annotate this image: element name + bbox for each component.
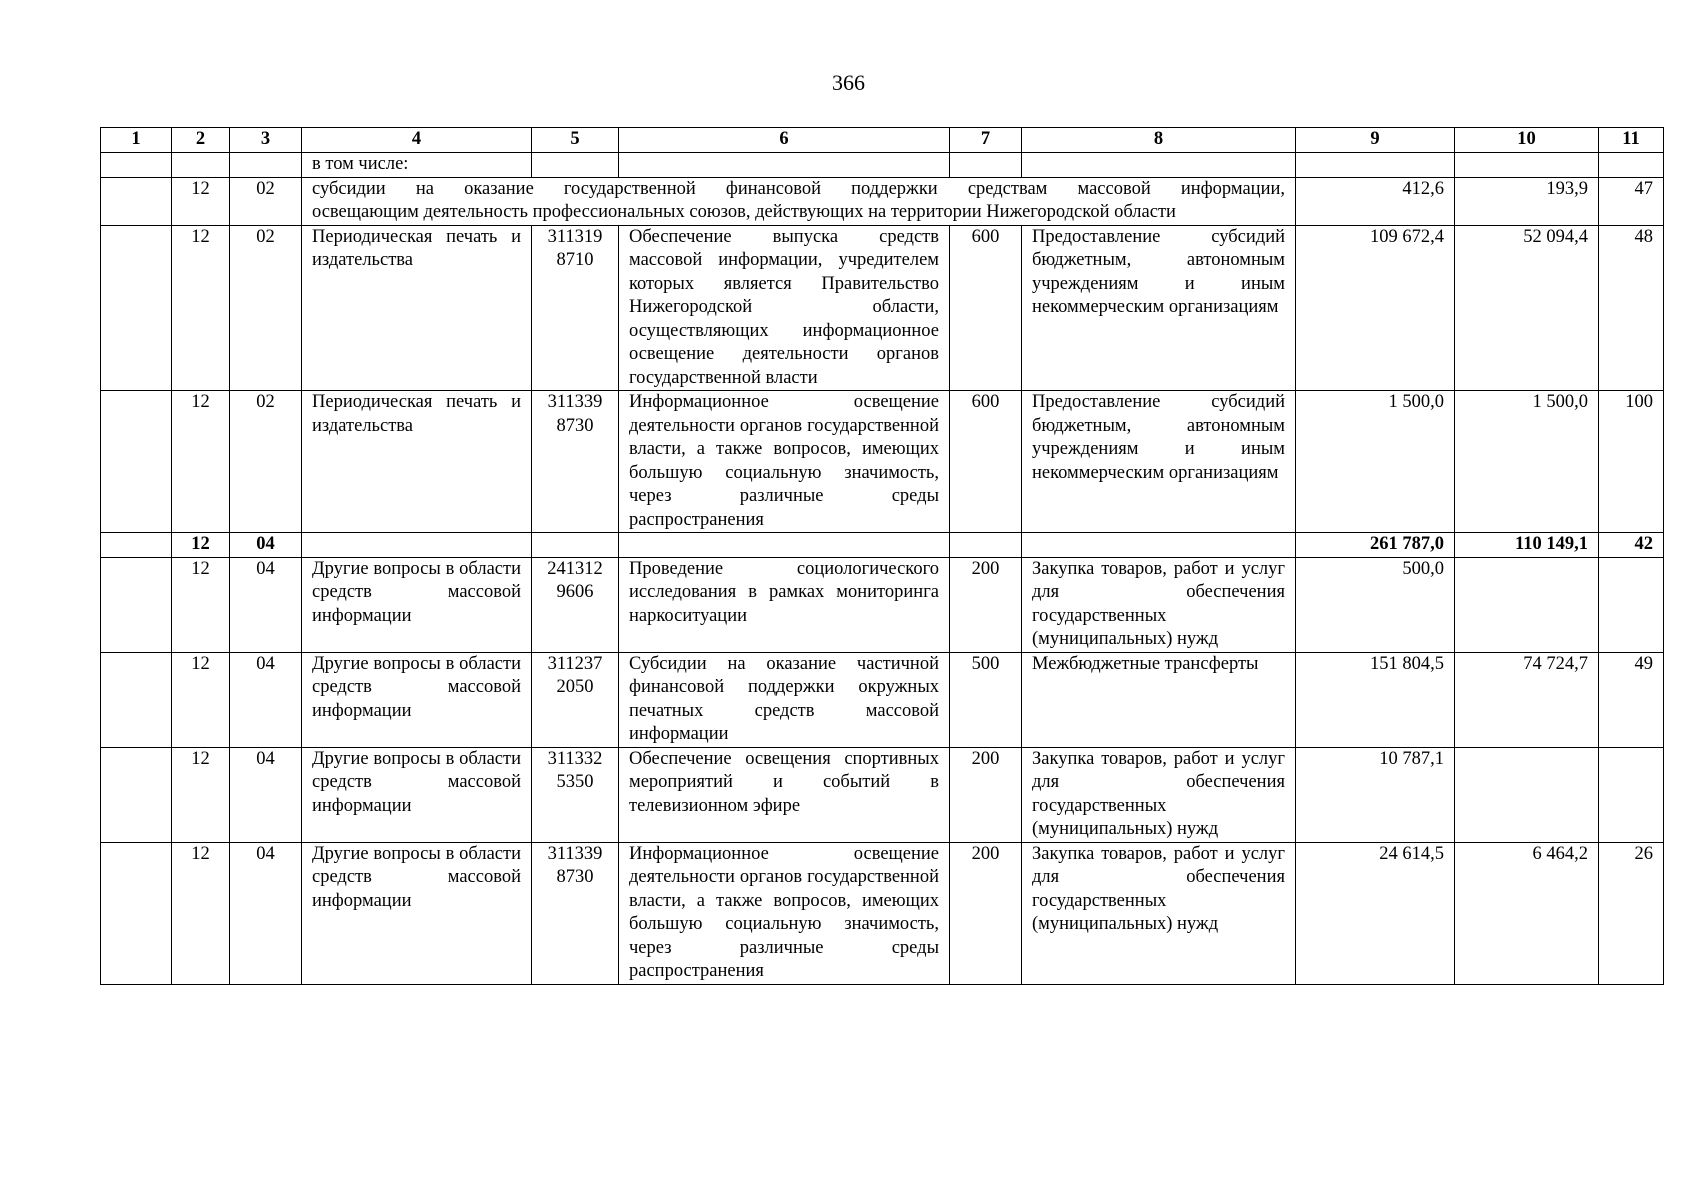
percent: 100 [1599, 391, 1664, 533]
section-code: 12 [172, 177, 230, 225]
header-col-8: 8 [1022, 128, 1296, 153]
total-percent: 42 [1599, 533, 1664, 558]
section-code: 12 [172, 747, 230, 842]
target-article-name: Субсидии на оказание частичной финансовой поддержки окружных печатных средств массовой информации [619, 652, 950, 747]
expense-type-name: Закупка товаров, работ и услуг для обеспечения государственных (муниципальных) нужд [1022, 557, 1296, 652]
amount-plan: 151 804,5 [1296, 652, 1455, 747]
total-actual: 110 149,1 [1455, 533, 1599, 558]
expense-type-name: Предоставление субсидий бюджетным, автономным учреждениям и иным некоммерческим организациям [1022, 391, 1296, 533]
target-article-code: 311332 5350 [532, 747, 619, 842]
header-col-1: 1 [101, 128, 172, 153]
target-article-name: Обеспечение выпуска средств массовой информации, учредителем которых является Правительство Нижегородской области, осуществляющих информационное освещение деятельности органов государственной власти [619, 225, 950, 391]
subsection-code: 04 [230, 557, 302, 652]
subsection-name: Другие вопросы в области средств массовой информации [302, 842, 532, 984]
subsection-name: Другие вопросы в области средств массовой информации [302, 652, 532, 747]
subsection-name: Другие вопросы в области средств массовой информации [302, 747, 532, 842]
table-row [101, 747, 1664, 842]
subsection-code: 04 [230, 747, 302, 842]
expense-type-name: Межбюджетные трансферты [1022, 652, 1296, 747]
percent [1599, 747, 1664, 842]
subsidy-row [101, 177, 1664, 225]
subsection-code: 04 [230, 533, 302, 558]
header-col-6: 6 [619, 128, 950, 153]
subsection-code: 02 [230, 177, 302, 225]
budget-table [100, 127, 1664, 985]
percent: 26 [1599, 842, 1664, 984]
percent: 47 [1599, 177, 1664, 225]
percent [1599, 557, 1664, 652]
amount-actual: 193,9 [1455, 177, 1599, 225]
target-article-name: Обеспечение освещения спортивных мероприятий и событий в телевизионном эфире [619, 747, 950, 842]
amount-plan: 10 787,1 [1296, 747, 1455, 842]
expense-type-name: Закупка товаров, работ и услуг для обеспечения государственных (муниципальных) нужд [1022, 747, 1296, 842]
subsection-name: Другие вопросы в области средств массовой информации [302, 557, 532, 652]
header-col-3: 3 [230, 128, 302, 153]
amount-plan: 1 500,0 [1296, 391, 1455, 533]
header-col-7: 7 [950, 128, 1022, 153]
header-col-4: 4 [302, 128, 532, 153]
amount-plan: 109 672,4 [1296, 225, 1455, 391]
expense-type-code: 200 [950, 557, 1022, 652]
table-row [101, 391, 1664, 533]
percent: 48 [1599, 225, 1664, 391]
target-article-code: 311339 8730 [532, 391, 619, 533]
amount-actual [1455, 747, 1599, 842]
section-code: 12 [172, 391, 230, 533]
section-code: 12 [172, 557, 230, 652]
header-row [101, 128, 1664, 153]
subsection-code: 04 [230, 842, 302, 984]
section-code: 12 [172, 842, 230, 984]
subsection-name: Периодическая печать и издательства [302, 391, 532, 533]
header-col-9: 9 [1296, 128, 1455, 153]
section-code: 12 [172, 652, 230, 747]
total-plan: 261 787,0 [1296, 533, 1455, 558]
header-col-5: 5 [532, 128, 619, 153]
expense-type-code: 500 [950, 652, 1022, 747]
amount-plan: 500,0 [1296, 557, 1455, 652]
target-article-name: Информационное освещение деятельности органов государственной власти, а также вопросов, имеющих большую социальную значимость, через различные среды распространения [619, 842, 950, 984]
including-label: в том числе: [302, 153, 532, 178]
table-row [101, 842, 1664, 984]
section-code: 12 [172, 533, 230, 558]
amount-actual: 6 464,2 [1455, 842, 1599, 984]
target-article-name: Информационное освещение деятельности органов государственной власти, а также вопросов, имеющих большую социальную значимость, через различные среды распространения [619, 391, 950, 533]
including-row [101, 153, 1664, 178]
target-article-code: 311237 2050 [532, 652, 619, 747]
target-article-code: 311319 8710 [532, 225, 619, 391]
subsection-name: Периодическая печать и издательства [302, 225, 532, 391]
page-number: 366 [832, 70, 865, 95]
subsection-code: 04 [230, 652, 302, 747]
percent: 49 [1599, 652, 1664, 747]
amount-actual [1455, 557, 1599, 652]
subsidy-description: субсидии на оказание государственной финансовой поддержки средствам массовой информации, освещающим деятельность профессиональных союзов, действующих на территории Нижегородской области [302, 177, 1296, 225]
target-article-code: 241312 9606 [532, 557, 619, 652]
subsection-code: 02 [230, 225, 302, 391]
header-col-11: 11 [1599, 128, 1664, 153]
target-article-name: Проведение социологического исследования в рамках мониторинга наркоситуации [619, 557, 950, 652]
subsection-code: 02 [230, 391, 302, 533]
amount-actual: 74 724,7 [1455, 652, 1599, 747]
table-row [101, 225, 1664, 391]
amount-actual: 1 500,0 [1455, 391, 1599, 533]
header-col-2: 2 [172, 128, 230, 153]
expense-type-code: 600 [950, 225, 1022, 391]
expense-type-code: 200 [950, 747, 1022, 842]
expense-type-code: 200 [950, 842, 1022, 984]
expense-type-name: Предоставление субсидий бюджетным, автономным учреждениям и иным некоммерческим организациям [1022, 225, 1296, 391]
amount-actual: 52 094,4 [1455, 225, 1599, 391]
subtotal-row [101, 533, 1664, 558]
amount-plan: 412,6 [1296, 177, 1455, 225]
section-code: 12 [172, 225, 230, 391]
target-article-code: 311339 8730 [532, 842, 619, 984]
expense-type-name: Закупка товаров, работ и услуг для обеспечения государственных (муниципальных) нужд [1022, 842, 1296, 984]
amount-plan: 24 614,5 [1296, 842, 1455, 984]
table-row [101, 652, 1664, 747]
header-col-10: 10 [1455, 128, 1599, 153]
table-row [101, 557, 1664, 652]
expense-type-code: 600 [950, 391, 1022, 533]
